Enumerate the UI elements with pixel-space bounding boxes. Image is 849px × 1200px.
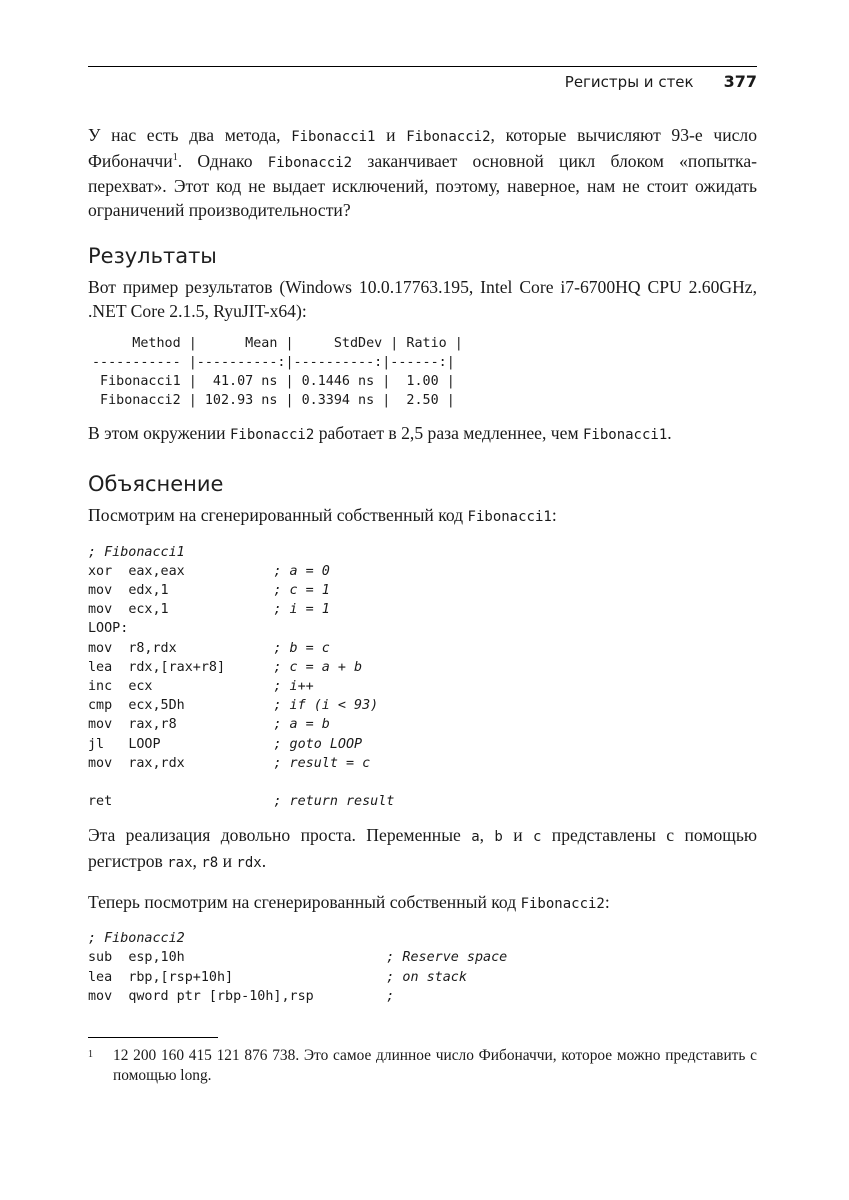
inline-code: Fibonacci2 [406, 129, 491, 145]
code-comment: ; Reserve space [386, 950, 508, 966]
code-label: LOOP: [88, 621, 129, 637]
code-comment: ; c = a + b [273, 659, 363, 675]
results-summary-paragraph: В этом окружении Fibonacci2 работает в 2,5 раза медленнее, чем Fibonacci1. [88, 423, 672, 444]
inline-code: rax [167, 855, 193, 871]
code-args: qword ptr [rbp-10h],rsp [128, 988, 387, 1004]
inline-code: a [471, 829, 480, 846]
code-op: xor [88, 563, 129, 579]
code-line [88, 660, 362, 675]
code-line [88, 970, 467, 985]
inline-code: Fibonacci1 [291, 129, 376, 145]
code-line [88, 621, 128, 636]
code-comment: ; [386, 988, 395, 1004]
code-op: jl [88, 736, 129, 752]
inline-code: Fibonacci2 [520, 895, 605, 912]
code-line [88, 989, 394, 1004]
code-line [88, 794, 394, 809]
code-args: LOOP [128, 736, 274, 752]
code-comment: ; result = c [273, 755, 371, 771]
code-comment: ; b = c [273, 640, 330, 656]
footnote-text: 12 200 160 415 121 876 738. Это самое длинное число Фибоначчи, которое можно представить с помощью long. [113, 1047, 757, 1084]
running-head [565, 72, 757, 91]
code-op: cmp [88, 698, 129, 714]
code-op: lea [88, 969, 129, 985]
implementation-paragraph: Эта реализация довольно проста. Переменные a, b и c представлены с помощью регистров rax, r8 и rdx. [88, 825, 757, 871]
code-args: rax,r8 [128, 717, 274, 733]
inline-code: b [494, 829, 503, 846]
code-op: inc [88, 678, 129, 694]
code-listing-fibonacci1 [88, 543, 757, 812]
intro-paragraph: У нас есть два метода, Fibonacci1 и Fibonacci2, которые вычисляют 93-е число Фибоначчи$^1$. Однако Fibonacci2 заканчивает основной цикл блоком «попытка-перехват». Этот код не выдает исключений, поэтому, наверное, нам не стоит ожидать ограничений производительности? [88, 125, 757, 220]
code-line [88, 717, 330, 732]
code-line [88, 602, 330, 617]
code-comment: ; i = 1 [273, 602, 330, 618]
code-args: eax,eax [128, 563, 274, 579]
code-args: ecx,5Dh [128, 698, 274, 714]
explanation-intro-paragraph: Посмотрим на сгенерированный собственный код Fibonacci1: [88, 504, 557, 525]
code-args: ecx,1 [128, 602, 274, 618]
code-args: edx,1 [128, 582, 274, 598]
inline-code: Fibonacci1 [467, 508, 552, 525]
page-number: 377 [723, 72, 757, 91]
page-body [88, 124, 757, 1006]
code-args: rdx,[rax+r8] [128, 659, 274, 675]
code-line [88, 698, 378, 713]
code-comment: ; return result [273, 794, 395, 810]
code-op: mov [88, 755, 129, 771]
code-comment: ; if (i < 93) [273, 698, 379, 714]
footnote-ref: 1 [172, 151, 178, 163]
code-line [88, 583, 330, 598]
code-op: mov [88, 602, 129, 618]
code-op: sub [88, 950, 129, 966]
results-table: Method | Mean | StdDev | Ratio | ----------- |----------:|----------:|------:| Fibonacci1 | 41.07 ns | 0.1446 ns | 1.00 | Fibonacci2 | 102.93 ns | 0.3394 ns | 2.50 | [92, 335, 463, 409]
code-line [88, 737, 362, 752]
code-op: ret [88, 794, 129, 810]
inline-code: Fibonacci1 [582, 427, 668, 444]
code-line [88, 564, 330, 579]
code-args: rbp,[rsp+10h] [128, 969, 387, 985]
inline-code: Fibonacci2 [230, 427, 315, 444]
code-args [128, 794, 273, 809]
code-op: mov [88, 640, 129, 656]
code-op: mov [88, 988, 129, 1004]
inline-code: c [532, 829, 542, 846]
section-heading-results: Результаты [88, 244, 217, 269]
code-comment: ; on stack [386, 969, 467, 985]
code-comment: ; c = 1 [273, 582, 330, 598]
code-comment: ; goto LOOP [273, 736, 363, 752]
section-heading-explanation: Объяснение [88, 471, 224, 496]
code-args: r8,rdx [128, 640, 274, 656]
code-title: ; Fibonacci2 [88, 931, 185, 947]
code-args: rax,rdx [128, 755, 274, 771]
code-comment: ; a = b [273, 717, 330, 733]
code-op: mov [88, 717, 129, 733]
code-comment: ; i++ [273, 678, 314, 694]
next-paragraph: Теперь посмотрим на сгенерированный собственный код Fibonacci2: [88, 891, 610, 912]
code-listing-fibonacci2 [88, 929, 757, 1006]
code-line [88, 679, 314, 694]
code-line [88, 641, 330, 656]
footnote-number: 1 [88, 1049, 93, 1060]
inline-code: rdx [236, 855, 262, 871]
code-line [88, 756, 370, 771]
results-paragraph: Вот пример результатов (Windows 10.0.17763.195, Intel Core i7-6700HQ CPU 2.60GHz, .NET Core 2.1.5, RyuJIT-x64): [88, 277, 757, 321]
footnote-rule [88, 1037, 218, 1038]
code-args: esp,10h [128, 950, 387, 966]
code-comment: ; a = 0 [273, 563, 330, 579]
code-op: mov [88, 582, 129, 598]
code-title: ; Fibonacci1 [88, 544, 185, 560]
code-args: ecx [128, 678, 274, 694]
code-op: lea [88, 659, 129, 675]
chapter-title: Регистры и стек [564, 73, 694, 91]
inline-code: Fibonacci2 [267, 154, 353, 171]
footnote [88, 1046, 757, 1086]
code-line [88, 950, 507, 965]
header-rule [88, 66, 757, 67]
inline-code: r8 [201, 855, 219, 871]
